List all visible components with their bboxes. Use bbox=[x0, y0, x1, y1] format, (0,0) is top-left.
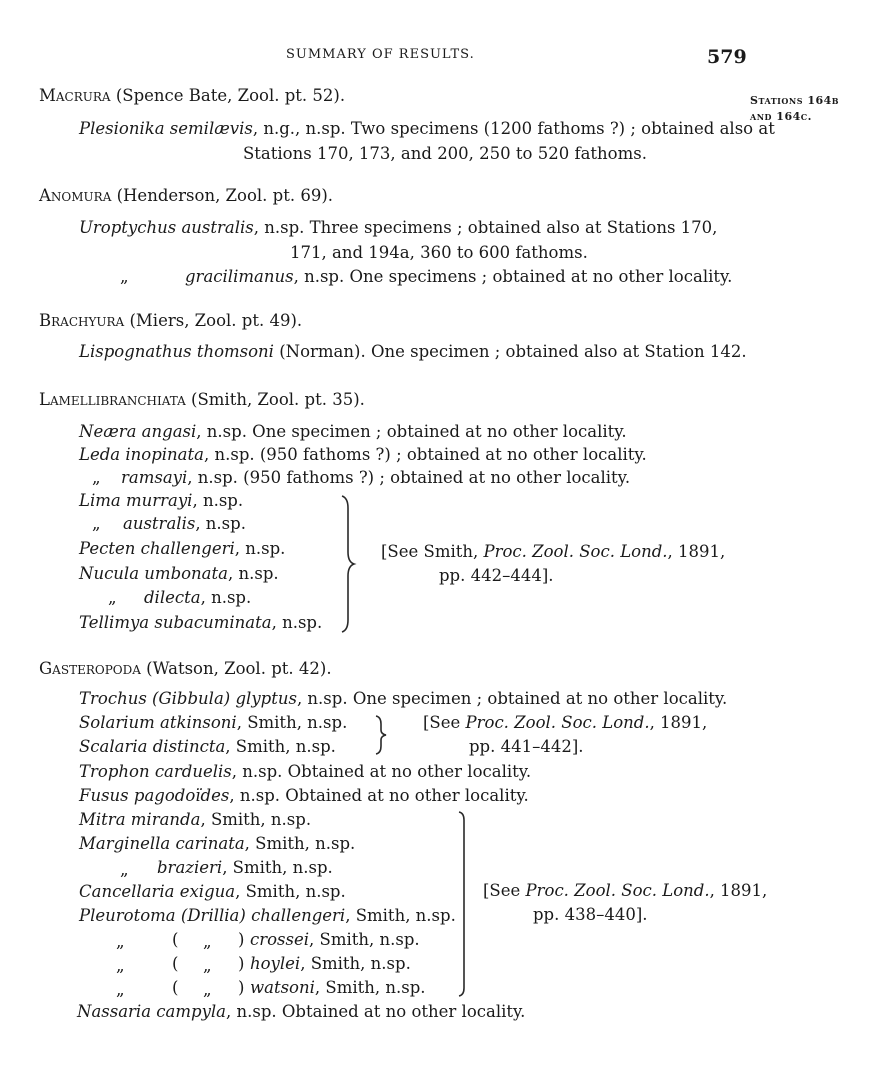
species-name: Lima murrayi bbox=[79, 491, 193, 510]
group-reference: (Spence Bate, Zool. pt. 52). bbox=[110, 86, 346, 105]
group-name: Lamellibranchiata bbox=[39, 390, 186, 409]
species-entry bbox=[79, 786, 529, 806]
species-entry bbox=[79, 422, 627, 442]
margin-note-line: and 164c. bbox=[750, 110, 812, 123]
species-name: Solarium atkinsoni bbox=[79, 713, 237, 732]
species-name: Pecten challengeri bbox=[79, 539, 235, 558]
paren-open: ( bbox=[172, 930, 179, 949]
ditto-mark: „ bbox=[203, 956, 212, 975]
species-note: , n.sp. Obtained at no other locality. bbox=[229, 786, 529, 805]
species-note: , n.sp. Three specimens ; obtained also at Stations 170, bbox=[253, 218, 718, 237]
brace-right bbox=[456, 810, 470, 998]
species-name: Neæra angasi bbox=[79, 422, 197, 441]
species-entry bbox=[79, 810, 311, 830]
reference-note bbox=[483, 881, 767, 901]
species-entry bbox=[250, 930, 420, 950]
species-name: Trochus (Gibbula) glyptus bbox=[79, 689, 297, 708]
species-entry bbox=[250, 978, 426, 998]
running-title: SUMMARY OF RESULTS. bbox=[286, 47, 475, 62]
brace-right bbox=[336, 494, 360, 634]
paren-open: ( bbox=[172, 954, 179, 973]
species-name: Nassaria campyla bbox=[77, 1002, 227, 1021]
species-entry bbox=[79, 445, 647, 465]
species-note: , Smith, n.sp. bbox=[244, 834, 356, 853]
entry-continuation: Stations 170, 173, and 200, 250 to 520 fathoms. bbox=[243, 144, 647, 163]
species-entry bbox=[250, 954, 411, 974]
species-note: , Smith, n.sp. bbox=[300, 954, 411, 973]
section-heading-brachyura bbox=[39, 311, 302, 331]
journal-title: Proc. Zool. Soc. Lond. bbox=[465, 713, 650, 732]
species-entry bbox=[185, 267, 732, 287]
section-heading-anomura bbox=[39, 186, 333, 206]
species-entry bbox=[77, 1002, 525, 1022]
reference-text: , 1891, bbox=[667, 542, 726, 561]
species-note: , n.sp. Obtained at no other locality. bbox=[231, 762, 532, 781]
species-note: , n.sp. (950 fathoms ?) ; obtained at no other locality. bbox=[203, 445, 647, 464]
species-entry bbox=[144, 588, 251, 608]
group-name: Gasteropoda bbox=[39, 659, 141, 678]
species-note: , n.sp. bbox=[200, 588, 252, 607]
species-name: Cancellaria exigua bbox=[79, 882, 236, 901]
section-heading-gasteropoda bbox=[39, 659, 332, 679]
species-note: , Smith, n.sp. bbox=[309, 930, 420, 949]
species-entry bbox=[79, 834, 355, 854]
species-note: , n.sp. One specimen ; obtained at no other locality. bbox=[296, 689, 728, 708]
species-entry bbox=[79, 713, 347, 733]
entry-continuation: 171, and 194a, 360 to 600 fathoms. bbox=[290, 243, 588, 262]
species-entry bbox=[79, 762, 531, 782]
paren-open: ( bbox=[172, 978, 179, 997]
species-note: , n.sp. One specimen ; obtained at no other locality. bbox=[196, 422, 627, 441]
journal-title: Proc. Zool. Soc. Lond. bbox=[525, 881, 710, 900]
species-note: , Smith, n.sp. bbox=[235, 882, 346, 901]
species-note: , n.sp. bbox=[195, 514, 246, 533]
species-note: , n.sp. bbox=[192, 491, 244, 510]
section-heading-lamellibranchiata bbox=[39, 390, 365, 410]
species-name: australis bbox=[123, 514, 196, 533]
species-entry bbox=[79, 906, 456, 926]
paren-close: ) bbox=[238, 930, 245, 949]
reference-pages: pp. 441–442]. bbox=[469, 737, 584, 756]
species-entry bbox=[79, 689, 727, 709]
paren-close: ) bbox=[238, 978, 245, 997]
species-note: , Smith, n.sp. bbox=[200, 810, 312, 829]
group-name: Brachyura bbox=[39, 311, 125, 330]
ditto-mark: „ bbox=[203, 932, 212, 951]
reference-pages: pp. 442–444]. bbox=[439, 566, 554, 585]
species-entry bbox=[79, 342, 747, 362]
species-name: Fusus pagodoïdes bbox=[79, 786, 230, 805]
reference-text: , 1891, bbox=[649, 713, 708, 732]
species-note: , Smith, n.sp. bbox=[314, 978, 426, 997]
species-note: , n.sp. bbox=[271, 613, 323, 632]
page-number: 579 bbox=[707, 46, 747, 68]
section-heading-macrura bbox=[39, 86, 345, 106]
species-entry bbox=[121, 468, 630, 488]
species-note: , n.g., n.sp. Two specimens (1200 fathoms ?) ; obtained also at bbox=[252, 119, 775, 138]
species-name: crossei bbox=[250, 930, 310, 949]
species-note: , n.sp. (950 fathoms ?) ; obtained at no other locality. bbox=[187, 468, 631, 487]
species-name: Pleurotoma (Drillia) challengeri bbox=[79, 906, 346, 925]
species-entry bbox=[79, 882, 346, 902]
reference-note bbox=[381, 542, 725, 562]
reference-pages: pp. 438–440]. bbox=[533, 905, 648, 924]
ditto-mark: „ bbox=[116, 980, 125, 999]
species-note: , n.sp. bbox=[228, 564, 279, 583]
margin-note-line: Stations 164b bbox=[750, 94, 840, 107]
species-note: , n.sp. Obtained at no other locality. bbox=[226, 1002, 526, 1021]
species-name: Scalaria distincta bbox=[79, 737, 226, 756]
species-name: gracilimanus bbox=[185, 267, 294, 286]
paren-close: ) bbox=[238, 954, 245, 973]
reference-text: , 1891, bbox=[709, 881, 768, 900]
species-entry bbox=[157, 858, 333, 878]
species-name: ramsayi bbox=[121, 468, 188, 487]
ditto-mark: „ bbox=[120, 860, 129, 879]
species-note: , n.sp. One specimens ; obtained at no other locality. bbox=[293, 267, 733, 286]
group-reference: (Watson, Zool. pt. 42). bbox=[140, 659, 332, 678]
species-note: (Norman). One specimen ; obtained also at Station 142. bbox=[273, 342, 747, 361]
species-note: , Smith, n.sp. bbox=[222, 858, 333, 877]
ditto-mark: „ bbox=[116, 932, 125, 951]
group-reference: (Smith, Zool. pt. 35). bbox=[185, 390, 365, 409]
species-note: , Smith, n.sp. bbox=[345, 906, 456, 925]
species-entry bbox=[79, 119, 775, 139]
species-name: Nucula umbonata bbox=[79, 564, 228, 583]
species-name: dilecta bbox=[144, 588, 201, 607]
species-name: Lispognathus thomsoni bbox=[79, 342, 274, 361]
species-entry bbox=[79, 737, 336, 757]
reference-note bbox=[423, 713, 707, 733]
species-entry bbox=[79, 491, 243, 511]
species-name: Marginella carinata bbox=[79, 834, 245, 853]
species-name: Uroptychus australis bbox=[79, 218, 254, 237]
species-note: , n.sp. bbox=[234, 539, 286, 558]
species-entry bbox=[79, 564, 279, 584]
species-name: Trophon carduelis bbox=[79, 762, 232, 781]
species-note: , Smith, n.sp. bbox=[225, 737, 336, 756]
ditto-mark: „ bbox=[108, 588, 117, 607]
species-name: brazieri bbox=[157, 858, 223, 877]
species-name: Leda inopinata bbox=[79, 445, 204, 464]
species-note: , Smith, n.sp. bbox=[236, 713, 348, 732]
group-name: Anomura bbox=[39, 186, 112, 205]
species-name: Plesionika semilævis bbox=[79, 119, 253, 138]
ditto-mark: „ bbox=[92, 514, 101, 533]
species-entry bbox=[79, 218, 717, 238]
reference-text: [See Smith, bbox=[381, 542, 484, 561]
species-name: Tellimya subacuminata bbox=[79, 613, 272, 632]
species-entry bbox=[123, 514, 246, 534]
group-reference: (Henderson, Zool. pt. 69). bbox=[111, 186, 334, 205]
ditto-mark: „ bbox=[92, 468, 101, 487]
species-entry bbox=[79, 613, 322, 633]
reference-text: [See bbox=[483, 881, 526, 900]
ditto-mark: „ bbox=[116, 956, 125, 975]
species-name: hoylei bbox=[250, 954, 301, 973]
species-entry bbox=[79, 539, 285, 559]
brace-right bbox=[372, 714, 392, 756]
ditto-mark: „ bbox=[120, 267, 129, 286]
group-reference: (Miers, Zool. pt. 49). bbox=[124, 311, 303, 330]
reference-text: [See bbox=[423, 713, 466, 732]
journal-title: Proc. Zool. Soc. Lond. bbox=[483, 542, 668, 561]
group-name: Macrura bbox=[39, 86, 111, 105]
ditto-mark: „ bbox=[203, 980, 212, 999]
species-name: watsoni bbox=[250, 978, 315, 997]
species-name: Mitra miranda bbox=[79, 810, 201, 829]
